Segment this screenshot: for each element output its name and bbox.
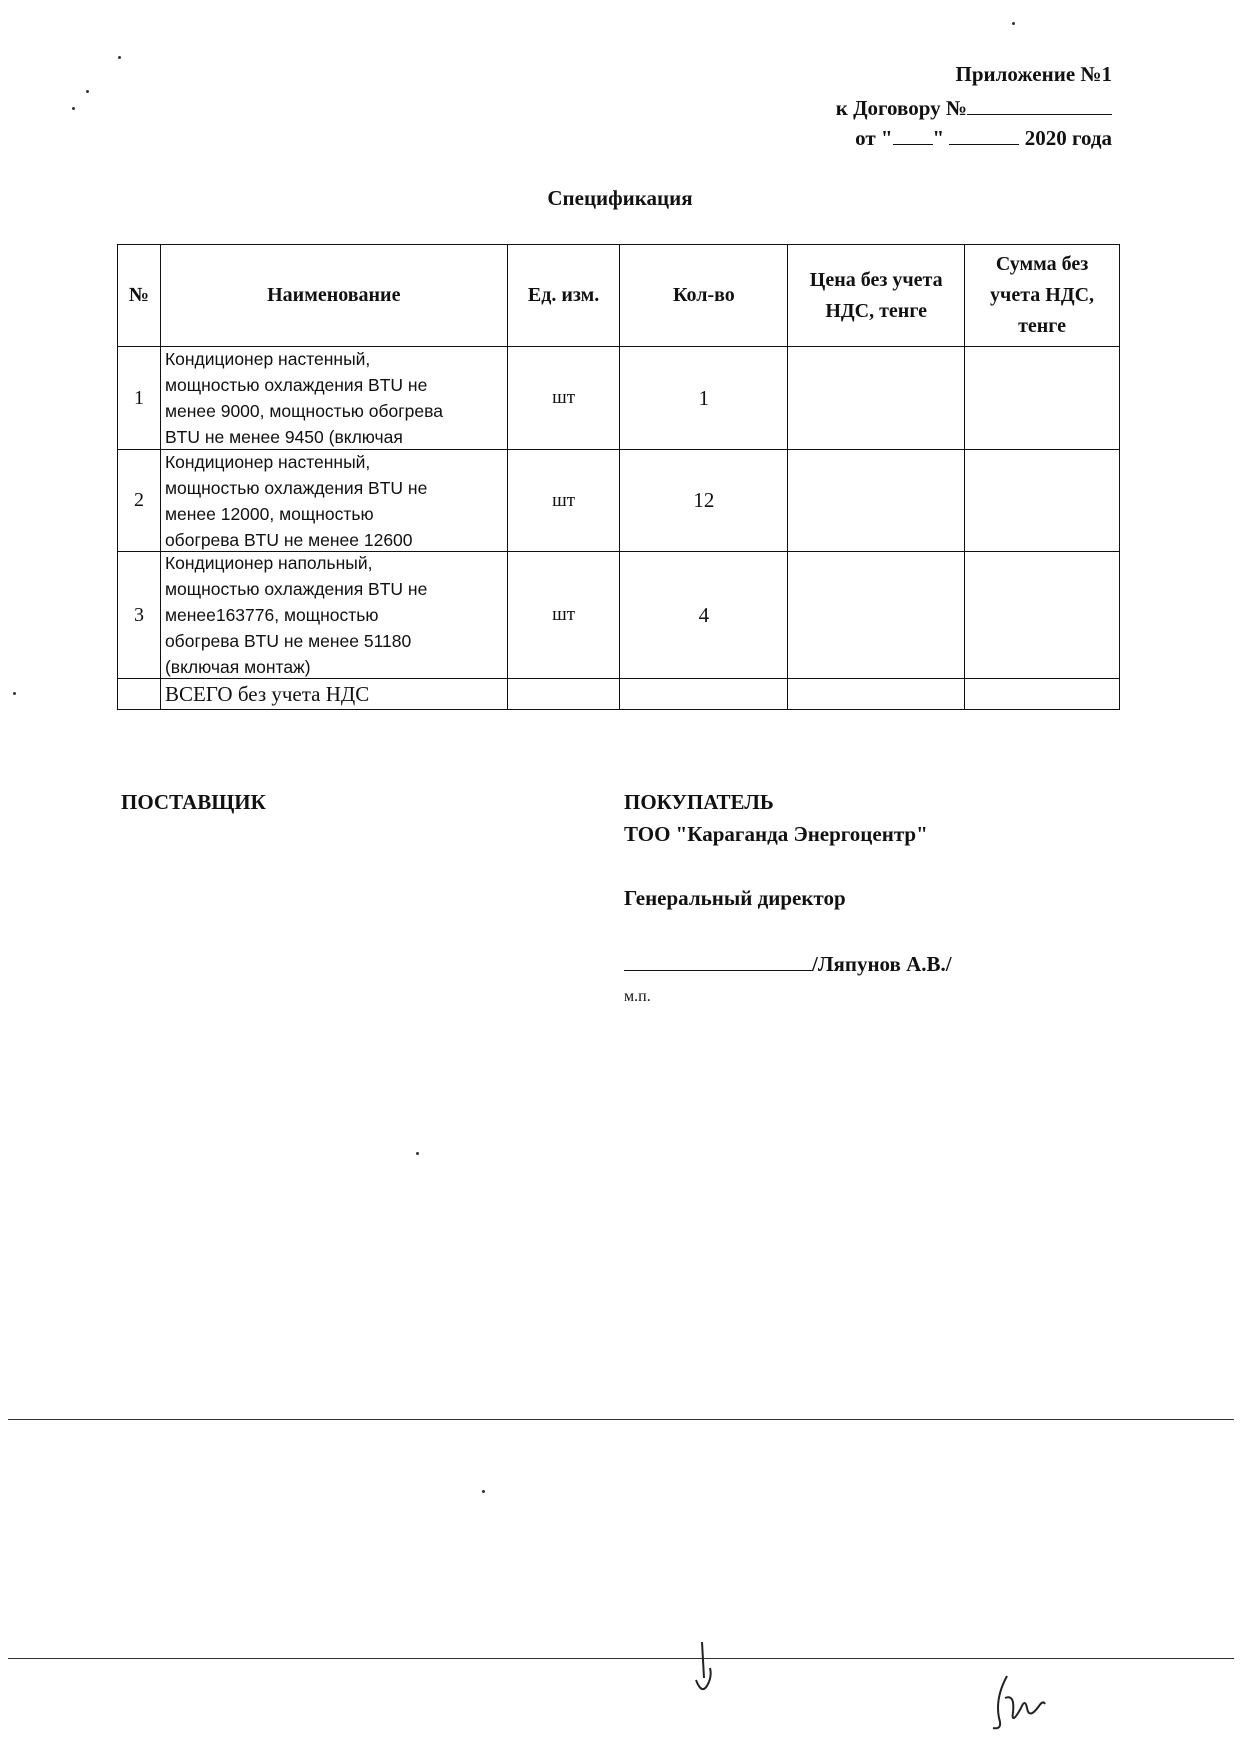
item-name [160, 347, 507, 450]
column-header-number: № [118, 245, 161, 347]
document-title: Спецификация [547, 186, 693, 210]
item-unit: шт [507, 552, 620, 679]
contract-number-label: к Договору № [835, 96, 967, 120]
initial-mark-right [985, 1668, 1055, 1736]
item-name-line: Кондиционер настенный, [164, 349, 371, 369]
scan-speck [86, 90, 89, 93]
contract-number-line [836, 96, 1112, 121]
year-label: 2020 года [1024, 126, 1112, 150]
item-price [788, 552, 965, 679]
item-name-line: мощностью охлаждения BTU не [164, 477, 428, 498]
column-header-unit: Ед. изм. [507, 245, 620, 347]
item-name-line: BTU не менее 9450 (включая [164, 427, 403, 447]
item-name-line: обогрева BTU не менее 12600 [164, 529, 413, 550]
total-label: ВСЕГО без учета НДС [160, 679, 507, 710]
item-quantity: 12 [620, 450, 788, 552]
item-price [788, 347, 965, 450]
row-number: 1 [118, 347, 161, 450]
table-row [118, 552, 1120, 679]
buyer-signature-line [624, 950, 952, 977]
item-sum [965, 347, 1120, 450]
month-blank [949, 126, 1019, 145]
item-name-line: мощностью охлаждения BTU не [164, 579, 428, 599]
date-close-quote: " [932, 126, 945, 150]
specification-table [117, 244, 1120, 710]
contract-number-blank [967, 96, 1112, 115]
item-name-line: менее 9000, мощностью обогрева [164, 401, 443, 421]
item-price [788, 450, 965, 552]
table-total-row [118, 679, 1120, 710]
scan-speck [72, 107, 75, 110]
item-sum [965, 450, 1120, 552]
item-name-line: обогрева BTU не менее 51180 [164, 631, 412, 651]
item-name-line: менее163776, мощностью [164, 605, 379, 625]
day-blank [893, 126, 933, 145]
item-unit: шт [507, 450, 620, 552]
row-number: 3 [118, 552, 161, 679]
item-name-line: Кондиционер напольный, [164, 553, 373, 573]
total-price-cell [788, 679, 965, 710]
scan-speck [416, 1152, 419, 1155]
item-name-line: менее 12000, мощностью [164, 503, 374, 524]
buyer-label: ПОКУПАТЕЛЬ [624, 790, 774, 814]
buyer-position: Генеральный директор [624, 886, 846, 910]
scan-speck [118, 56, 121, 59]
total-unit-cell [507, 679, 620, 710]
table-header-row [118, 245, 1120, 347]
column-header-quantity: Кол-во [620, 245, 788, 347]
table-row [118, 347, 1120, 450]
item-name-line: (включая монтаж) [164, 657, 311, 677]
column-header-name: Наименование [160, 245, 507, 347]
initial-mark-left [688, 1638, 724, 1698]
footer-rule-bottom [8, 1658, 1234, 1659]
item-unit: шт [507, 347, 620, 450]
item-name [160, 450, 507, 552]
signatory-name: /Ляпунов А.В./ [812, 952, 952, 976]
column-header-sum: Сумма без учета НДС, тенге [965, 245, 1120, 347]
item-sum [965, 552, 1120, 679]
footer-rule-top [8, 1419, 1234, 1420]
item-quantity: 4 [620, 552, 788, 679]
contract-date-line [855, 126, 1112, 151]
total-sum-cell [965, 679, 1120, 710]
total-number-cell [118, 679, 161, 710]
item-name [160, 552, 507, 679]
buyer-company: ТОО "Караганда Энергоцентр" [624, 822, 928, 846]
stamp-place-label: м.п. [624, 988, 651, 1005]
total-quantity-cell [620, 679, 788, 710]
scan-speck [1012, 22, 1015, 25]
appendix-number: Приложение №1 [955, 62, 1112, 86]
signature-blank [624, 950, 812, 971]
item-name-line: мощностью охлаждения BTU не [164, 375, 428, 395]
item-name-line: Кондиционер настенный, [164, 451, 371, 472]
row-number: 2 [118, 450, 161, 552]
column-header-price: Цена без учета НДС, тенге [788, 245, 965, 347]
scan-speck [482, 1490, 485, 1493]
scan-speck [13, 692, 16, 695]
supplier-label: ПОСТАВЩИК [121, 790, 266, 814]
table-row [118, 450, 1120, 552]
item-quantity: 1 [620, 347, 788, 450]
date-open-quote: от " [855, 126, 893, 150]
